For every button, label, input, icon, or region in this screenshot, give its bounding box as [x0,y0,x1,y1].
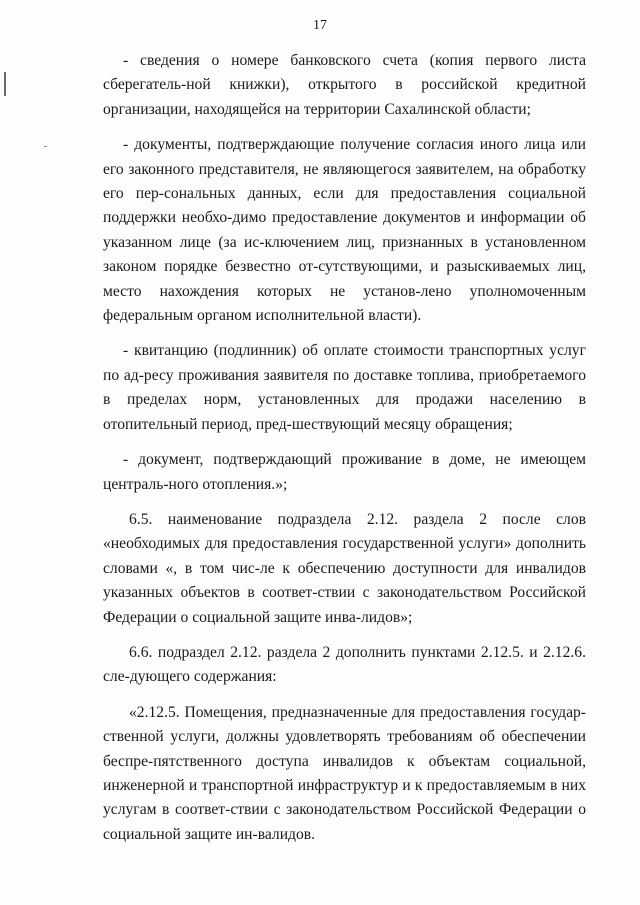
paragraph-item-6-5 [103,508,586,630]
page-number: 17 [313,18,327,33]
paragraph-text: - документ, подтверждающий проживание в доме, не имеющем централь-ного отопления.»; [103,451,586,493]
paragraph-text: - сведения о номере банковского счета (копия первого листа сберегатель-ной книжки), открытого в российской кредитной организации, находящейся на территории Сахалинской области; [103,52,586,118]
paragraph-text: 6.6. подраздел 2.12. раздела 2 дополнить пунктами 2.12.5. и 2.12.6. сле-дующего содержания: [103,643,586,686]
scan-artifact-dot [44,146,47,147]
paragraph-item-6-6 [103,641,586,690]
paragraph-item-2-12-5 [103,701,586,847]
paragraph-text: «2.12.5. Помещения, предназначенные для предоставления государ-ственной услуги, должны удовлетворять требованиям об обеспечении беспре-пятственного доступа инвалидов к объектам социальной, инженерной и транспортной инфраструктур и к предоставляемым в них услугам в соответ-ствии с законодательством Российской Федерации о социальной защите ин-валидов. [103,703,586,843]
paragraph-consent-documents [103,133,586,328]
paragraph-text: - квитанцию (подлинник) об оплате стоимости транспортных услуг по ад-ресу проживания заявителя по доставке топлива, приобретаемого в пределах норм, установленных для продажи населению в отопительный период, пред-шествующий месяцу обращения; [103,342,586,433]
document-body [103,49,586,847]
paragraph-text: 6.5. наименование подраздела 2.12. раздела 2 после слов «необходимых для предоставления государственной услуги» дополнить словами «, в том чис-ле к обеспечению доступности для инвалидов указанных объектов в соответ-ствии с законодательством Российской Федерации о социальной защите инва-лидов»; [103,510,586,626]
paragraph-text: - документы, подтверждающие получение согласия иного лица или его законного представителя, не являющегося заявителем, на обработку его пер-сональных данных, если для предоставления социальной поддержки необхо-димо предоставление документов и информации об указанном лице (за ис-ключением лиц, признанных в установленном законом порядке безвестно от-сутствующими, и разыскиваемых лиц, место нахождения которых не установ-лено уполномоченным федеральным органом исполнительной власти). [103,136,586,325]
paragraph-bank-account [103,49,586,122]
paragraph-no-central-heating [103,448,586,497]
paragraph-fuel-receipt [103,339,586,437]
scan-artifact-mark [4,72,6,96]
